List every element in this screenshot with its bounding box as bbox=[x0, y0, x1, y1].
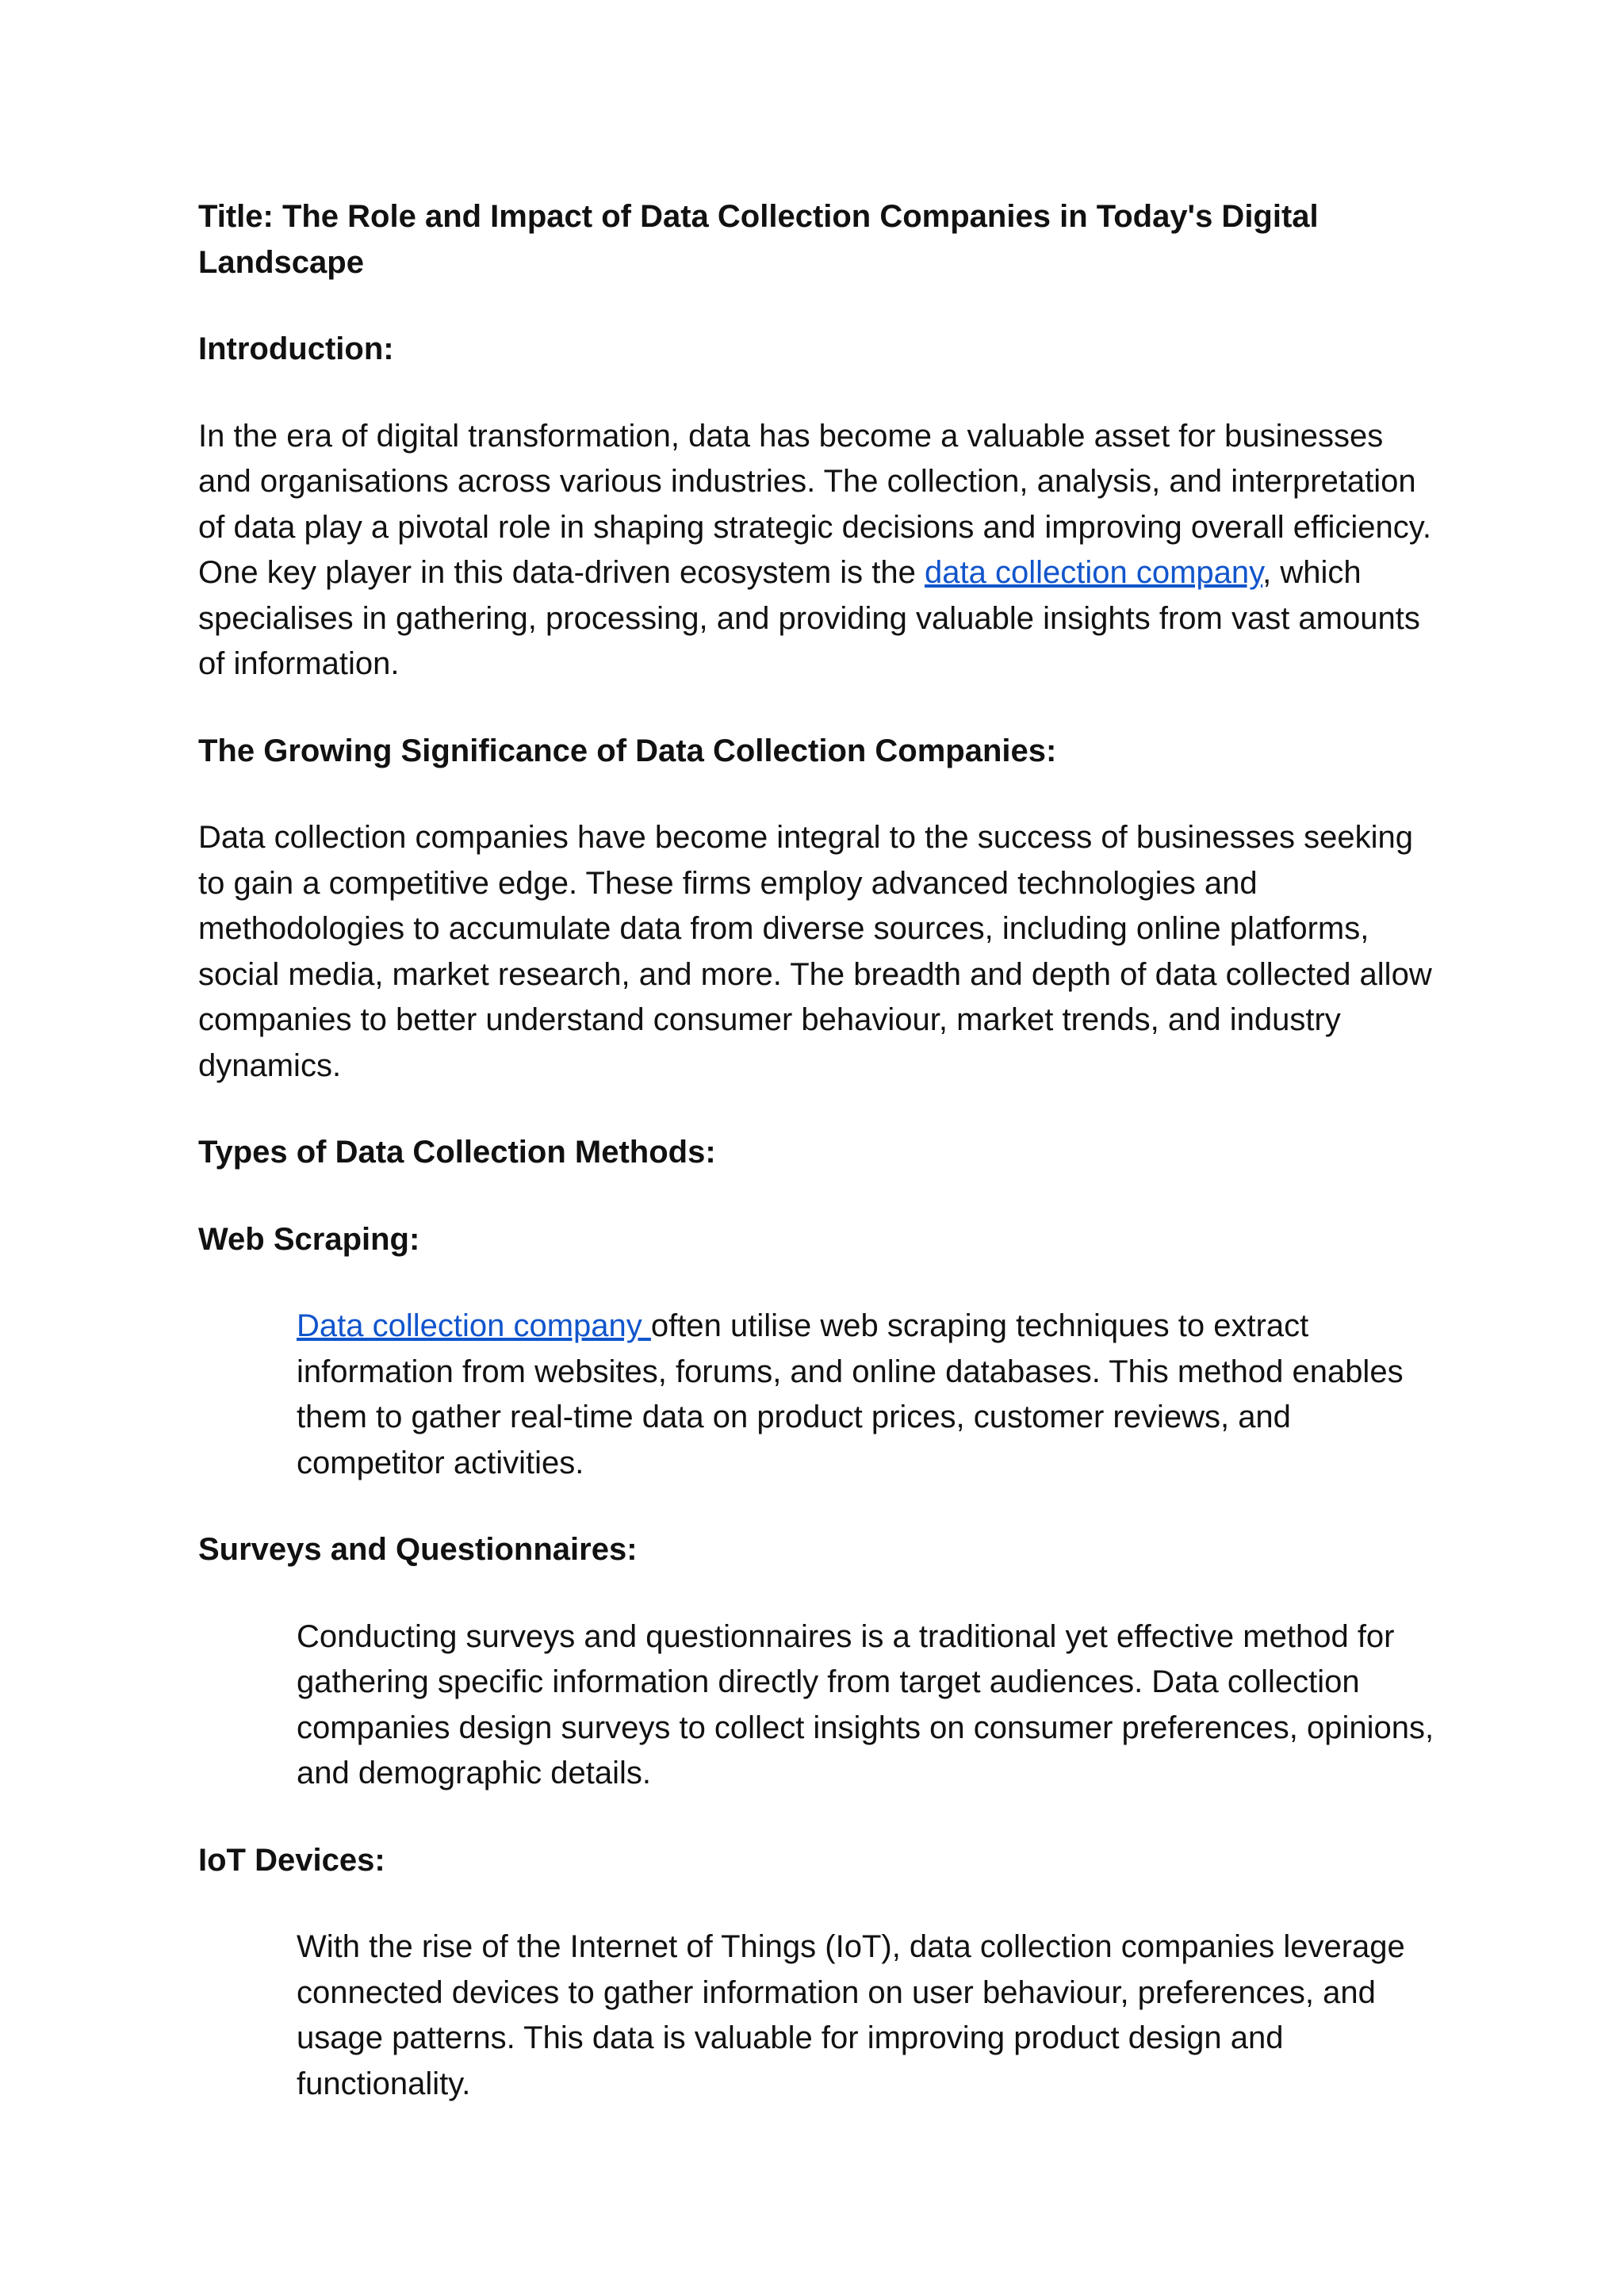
surveys-paragraph: Conducting surveys and questionnaires is a traditional yet effective method for gathering specific information directly from target audiences. Data collection companies design surveys to collect insights on consumer preferences, opinions, and demographic details. bbox=[297, 1618, 1434, 1790]
web-scraping-heading: Web Scraping: bbox=[198, 1221, 420, 1257]
types-heading: Types of Data Collection Methods: bbox=[198, 1135, 716, 1170]
web-scraping-company-link[interactable]: Data collection company bbox=[297, 1308, 651, 1343]
web-scraping-text: often utilise web scraping techniques to extract information from websites, forums, and online databases. This method enables them to gather real-time data on product prices, customer reviews, and competitor activities. bbox=[297, 1308, 1404, 1480]
introduction-text-before-link: In the era of digital transformation, data has become a valuable asset for businesses and organisations across various industries. The collection, analysis, and interpretation of data play a pivotal role in shaping strategic decisions and improving overall efficiency. One key player in this data-driven ecosystem is the bbox=[198, 418, 1431, 590]
iot-heading: IoT Devices: bbox=[198, 1842, 385, 1878]
document-page bbox=[198, 194, 1443, 2107]
data-collection-company-link[interactable]: data collection company bbox=[924, 555, 1263, 590]
growing-significance-paragraph: Data collection companies have become integral to the success of businesses seeking to gain a competitive edge. These firms employ advanced technologies and methodologies to accumulate data from diverse sources, including online platforms, social media, market research, and more. The breadth and depth of data collected allow companies to better understand consumer behaviour, market trends, and industry dynamics. bbox=[198, 820, 1432, 1083]
introduction-heading: Introduction: bbox=[198, 331, 394, 366]
web-scraping-paragraph bbox=[297, 1304, 1438, 1486]
introduction-text-after-link: , which specialises in gathering, processing, and providing valuable insights from vast amounts of information. bbox=[198, 555, 1420, 681]
introduction-paragraph bbox=[198, 414, 1443, 687]
growing-significance-heading: The Growing Significance of Data Collection Companies: bbox=[198, 733, 1057, 768]
iot-paragraph: With the rise of the Internet of Things (IoT), data collection companies leverage connected devices to gather information on user behaviour, preferences, and usage patterns. This data is valuable for improving product design and functionality. bbox=[297, 1929, 1405, 2101]
surveys-heading: Surveys and Questionnaires: bbox=[198, 1532, 638, 1567]
document-title: Title: The Role and Impact of Data Collection Companies in Today's Digital Landscape bbox=[198, 199, 1319, 280]
